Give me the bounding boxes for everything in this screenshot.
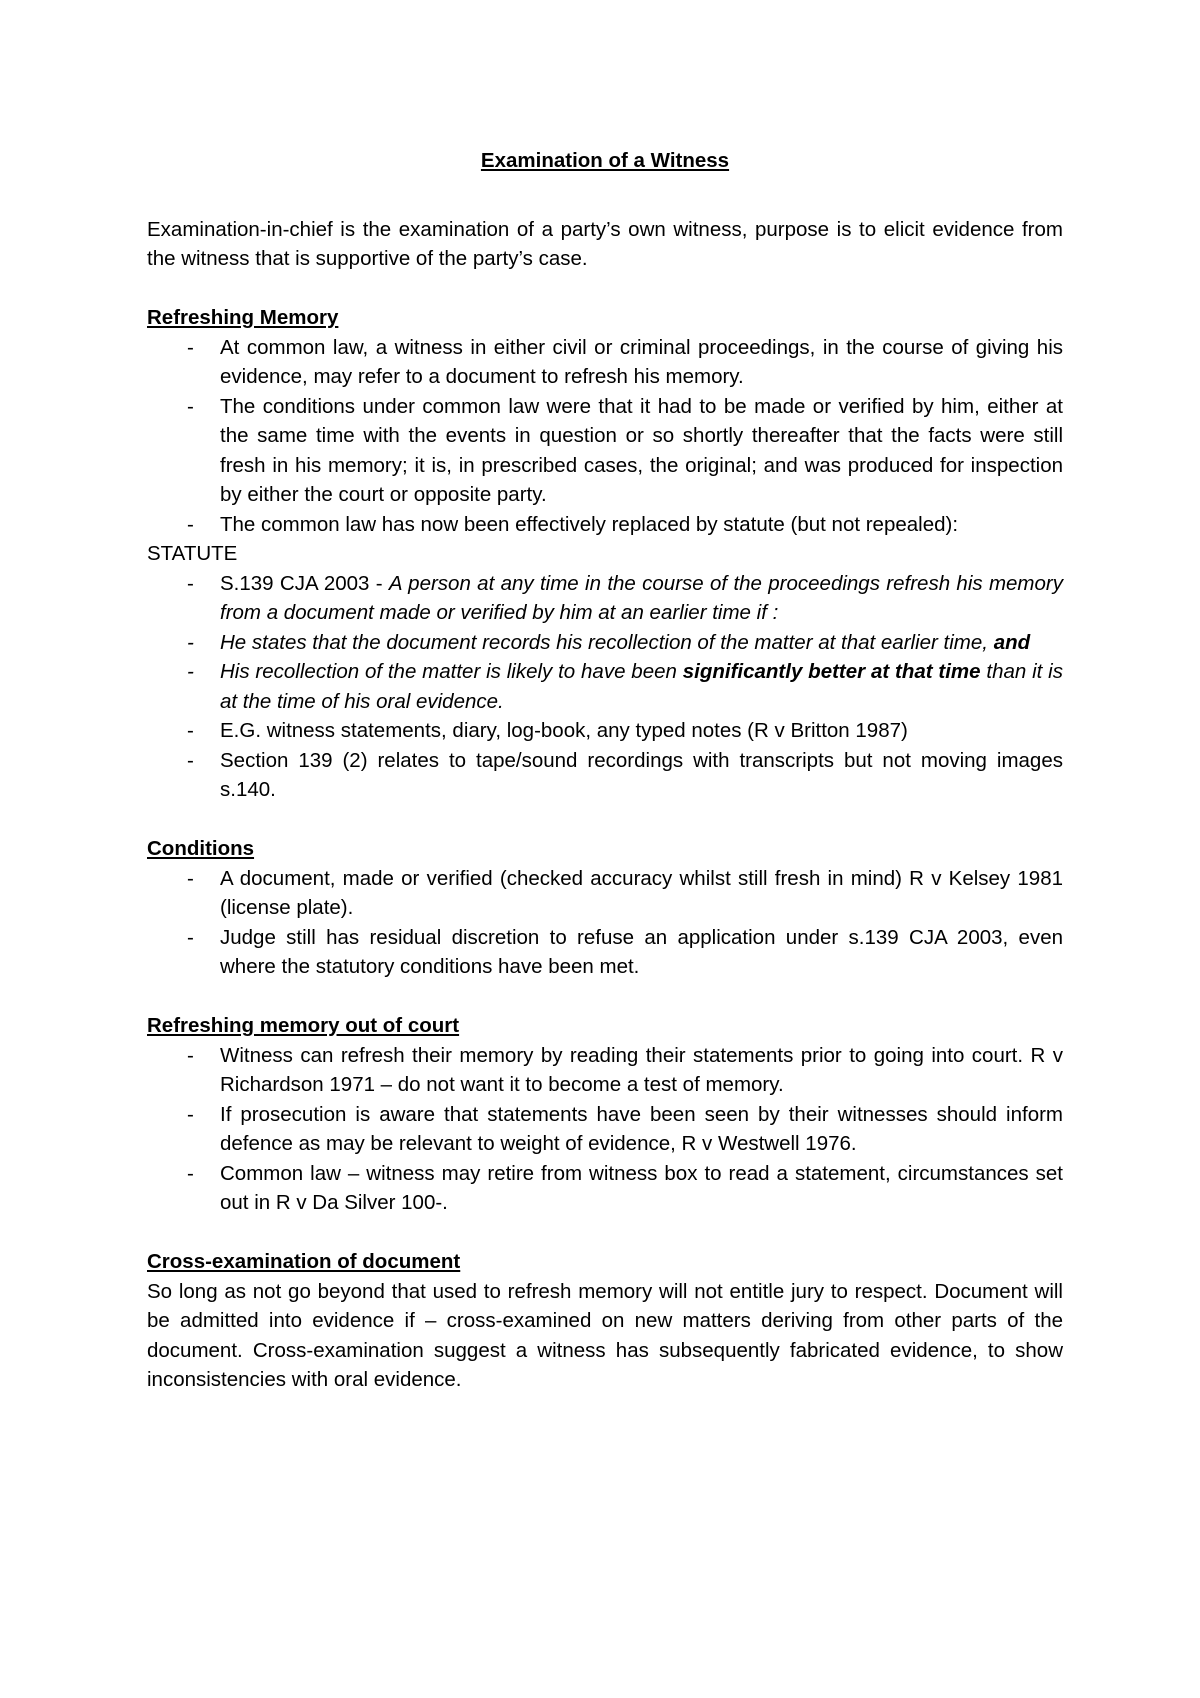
- states-text: He states that the document records his recollection of the matter at that earlier time,: [220, 630, 994, 654]
- recollection-post: than it is at the time of his oral evidence.: [220, 660, 1063, 713]
- statute-list: [147, 569, 1063, 805]
- list-item: - If prosecution is aware that statements have been seen by their witnesses should inform defence as may be relevant to weight of evidence, R v Westwell 1976.: [147, 1100, 1063, 1159]
- list-item: - At common law, a witness in either civil or criminal proceedings, in the course of giving his evidence, may refer to a document to refresh his memory.: [147, 333, 1063, 392]
- list-item-states: [147, 628, 1063, 658]
- list-item: - The conditions under common law were that it had to be made or verified by him, either at the same time with the events in question or so shortly thereafter that the facts were still fresh in his memory; it is, in prescribed cases, the original; and was produced for inspection by either the court or opposite party.: [147, 392, 1063, 510]
- section-heading-refreshing-memory: Refreshing Memory: [147, 306, 339, 329]
- section-heading-out-of-court: Refreshing memory out of court: [147, 1014, 460, 1037]
- document-page: [147, 146, 1063, 1395]
- recollection-pre: His recollection of the matter is likely to have been: [220, 660, 683, 683]
- list-item: - Witness can refresh their memory by reading their statements prior to going into court. R v Richardson 1971 – do not want it to become a test of memory.: [147, 1041, 1063, 1100]
- conditions-list: [147, 864, 1063, 982]
- spacer: [147, 274, 1063, 304]
- spacer: [147, 805, 1063, 835]
- statute-label: STATUTE: [147, 542, 238, 565]
- s139-prefix: S.139 CJA 2003 -: [220, 571, 389, 595]
- list-item: - Judge still has residual discretion to refuse an application under s.139 CJA 2003, even where the statutory conditions have been met.: [147, 923, 1063, 982]
- cross-examination-paragraph: So long as not go beyond that used to refresh memory will not entitle jury to respect. Document will be admitted into evidence if – cross-examined on new matters deriving from other parts of the document. Cross-examination suggest a witness has subsequently fabricated evidence, to show inconsistencies with oral evidence.: [147, 1279, 1063, 1391]
- document-title: Examination of a Witness: [480, 149, 730, 172]
- intro-paragraph: Examination-in-chief is the examination of a party’s own witness, purpose is to elicit evidence from the witness that is supportive of the party’s case.: [147, 217, 1063, 270]
- list-item: - Section 139 (2) relates to tape/sound recordings with transcripts but not moving images s.140.: [147, 746, 1063, 805]
- list-item: - E.G. witness statements, diary, log-book, any typed notes (R v Britton 1987): [147, 716, 1063, 746]
- states-and: and: [993, 630, 1031, 654]
- refreshing-memory-list: [147, 333, 1063, 540]
- section-heading-conditions: Conditions: [147, 837, 255, 860]
- list-item: - The common law has now been effectively replaced by statute (but not repealed):: [147, 510, 1063, 540]
- list-item-recollection: [147, 657, 1063, 716]
- spacer: [147, 1218, 1063, 1248]
- section-heading-cross-examination: Cross-examination of document: [147, 1250, 461, 1273]
- out-of-court-list: [147, 1041, 1063, 1218]
- recollection-bold: significantly better at that time: [682, 660, 981, 683]
- list-item-s139: [147, 569, 1063, 628]
- list-item: - Common law – witness may retire from witness box to read a statement, circumstances set out in R v Da Silver 100-.: [147, 1159, 1063, 1218]
- spacer: [147, 982, 1063, 1012]
- list-item: - A document, made or verified (checked accuracy whilst still fresh in mind) R v Kelsey 1981 (license plate).: [147, 864, 1063, 923]
- s139-text: A person at any time in the course of the proceedings refresh his memory from a document made or verified by him at an earlier time if :: [220, 571, 1063, 624]
